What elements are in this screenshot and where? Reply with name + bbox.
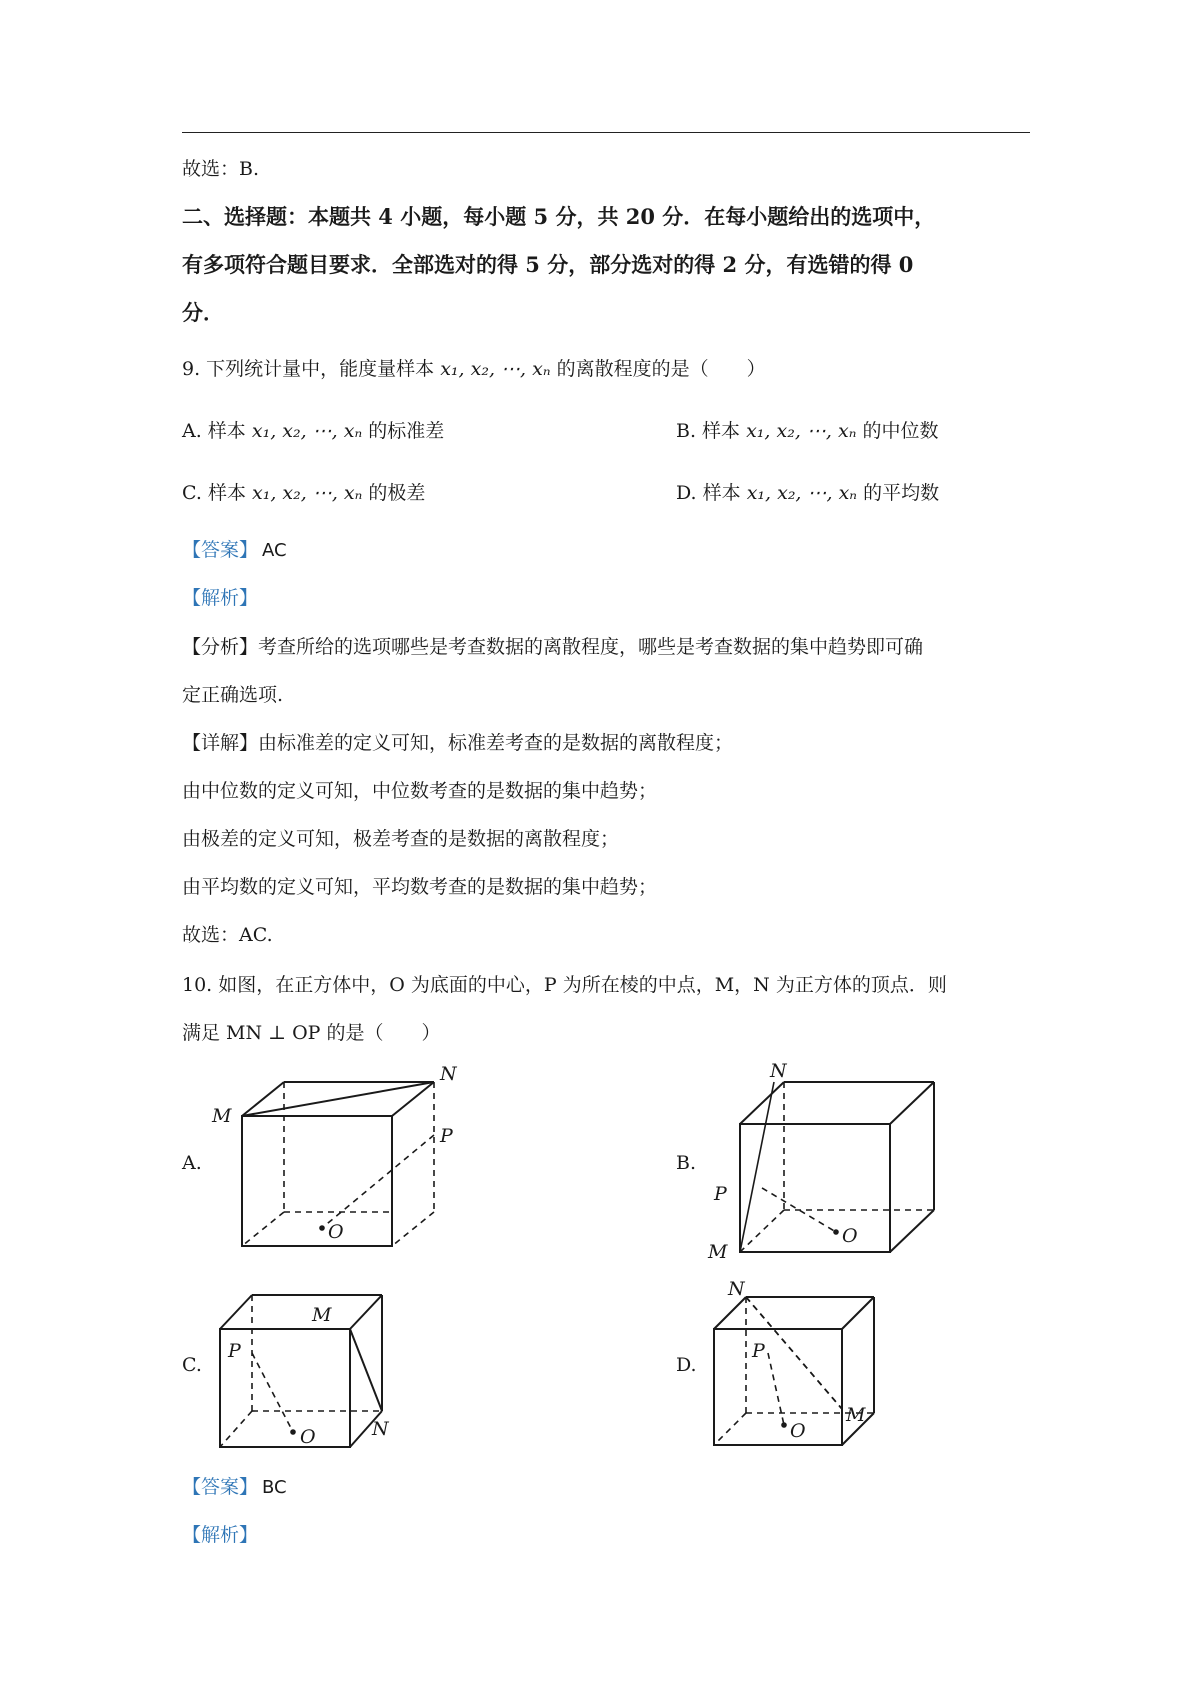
- q9-option-a-tail: 的标准差: [368, 420, 445, 442]
- point-m-label: M: [708, 1241, 728, 1263]
- q10-answer-value: BC: [262, 1477, 287, 1498]
- cube-figure-b: [700, 1060, 940, 1263]
- q9-detail-line-3: 由极差的定义可知，极差考查的是数据的离散程度；: [182, 828, 620, 850]
- prev-answer-line: 故选：B.: [182, 158, 260, 180]
- cube-figure-c: [200, 1275, 440, 1455]
- cube-figure-d: [700, 1275, 940, 1455]
- point-p-label: P: [440, 1125, 453, 1147]
- q9-option-b-sample: x₁, x₂, ⋯, xₙ: [746, 420, 857, 442]
- q9-detail-line-1: 【详解】由标准差的定义可知，标准差考查的是数据的离散程度；: [182, 732, 734, 754]
- q9-stem-pre: 9. 下列统计量中，能度量样本: [182, 358, 435, 380]
- cube-figure-a: [200, 1060, 457, 1260]
- q9-option-d-tail: 的平均数: [863, 482, 940, 504]
- q9-option-c-label: C. 样本: [182, 482, 246, 504]
- q9-option-d: [676, 480, 939, 506]
- q9-fenxi-line-2: 定正确选项.: [182, 684, 284, 706]
- point-o-label: O: [328, 1221, 344, 1243]
- q10-answer-tag: 【答案】: [182, 1476, 259, 1498]
- q9-answer-value: AC: [262, 540, 287, 561]
- point-m-label: M: [212, 1105, 232, 1127]
- q9-answer: [182, 537, 287, 564]
- q9-option-c-sample: x₁, x₂, ⋯, xₙ: [252, 482, 363, 504]
- figure-c-label: C.: [182, 1354, 202, 1376]
- q9-answer-tag: 【答案】: [182, 539, 259, 561]
- q9-option-b-tail: 的中位数: [862, 420, 939, 442]
- q9-analysis-tag: 【解析】: [182, 587, 259, 609]
- figure-d-label: D.: [676, 1354, 697, 1376]
- q9-detail-line-2: 由中位数的定义可知，中位数考查的是数据的集中趋势；: [182, 780, 658, 802]
- q10-answer: [182, 1474, 287, 1501]
- point-p-label: P: [714, 1183, 727, 1205]
- section-heading-line-3: 分．: [182, 300, 224, 325]
- figure-b-label: B.: [676, 1152, 697, 1174]
- section-heading-line-1: 二、选择题：本题共 4 小题，每小题 5 分，共 20 分．在每小题给出的选项中，: [182, 204, 936, 229]
- q9-sample: x₁, x₂, ⋯, xₙ: [440, 358, 551, 380]
- point-p-label: P: [752, 1340, 765, 1362]
- point-m-label: M: [846, 1404, 866, 1426]
- section-heading-line-2: 有多项符合题目要求．全部选对的得 5 分，部分选对的得 2 分，有选错的得 0: [182, 252, 914, 277]
- q9-option-b-label: B. 样本: [676, 420, 741, 442]
- q10-stem-line-2: 满足 MN ⊥ OP 的是（ ）: [182, 1022, 441, 1044]
- q9-option-a: [182, 418, 444, 444]
- q10-stem-line-1: 10. 如图，在正方体中，O 为底面的中心，P 为所在棱的中点，M，N 为正方体的顶点．则: [182, 974, 947, 996]
- point-m-label: M: [312, 1304, 332, 1326]
- q9-fenxi-line-1: 【分析】考查所给的选项哪些是考查数据的离散程度，哪些是考查数据的集中趋势即可确: [182, 636, 924, 658]
- point-p-label: P: [228, 1340, 241, 1362]
- q9-option-d-sample: x₁, x₂, ⋯, xₙ: [746, 482, 858, 504]
- point-o-label: O: [842, 1225, 858, 1247]
- q9-detail-line-5: 故选：AC.: [182, 924, 273, 946]
- q9-option-a-label: A. 样本: [182, 420, 246, 442]
- q10-analysis-tag: 【解析】: [182, 1524, 259, 1546]
- figure-a-label: A.: [182, 1152, 202, 1174]
- point-n-label: N: [372, 1418, 389, 1440]
- point-n-label: N: [770, 1060, 787, 1082]
- point-o-label: O: [300, 1426, 316, 1448]
- q9-detail-line-4: 由平均数的定义可知，平均数考查的是数据的集中趋势；: [182, 876, 658, 898]
- q9-option-d-label: D. 样本: [676, 482, 741, 504]
- point-o-label: O: [790, 1420, 806, 1442]
- q9-option-a-sample: x₁, x₂, ⋯, xₙ: [251, 420, 363, 442]
- q9-option-c: [182, 480, 425, 506]
- point-n-label: N: [440, 1063, 457, 1085]
- q9-stem: [182, 356, 766, 382]
- q9-stem-post: 的离散程度的是（ ）: [556, 358, 766, 380]
- point-n-label: N: [728, 1278, 745, 1300]
- header-rule: [182, 132, 1030, 133]
- q9-option-c-tail: 的极差: [368, 482, 426, 504]
- q9-option-b: [676, 418, 938, 444]
